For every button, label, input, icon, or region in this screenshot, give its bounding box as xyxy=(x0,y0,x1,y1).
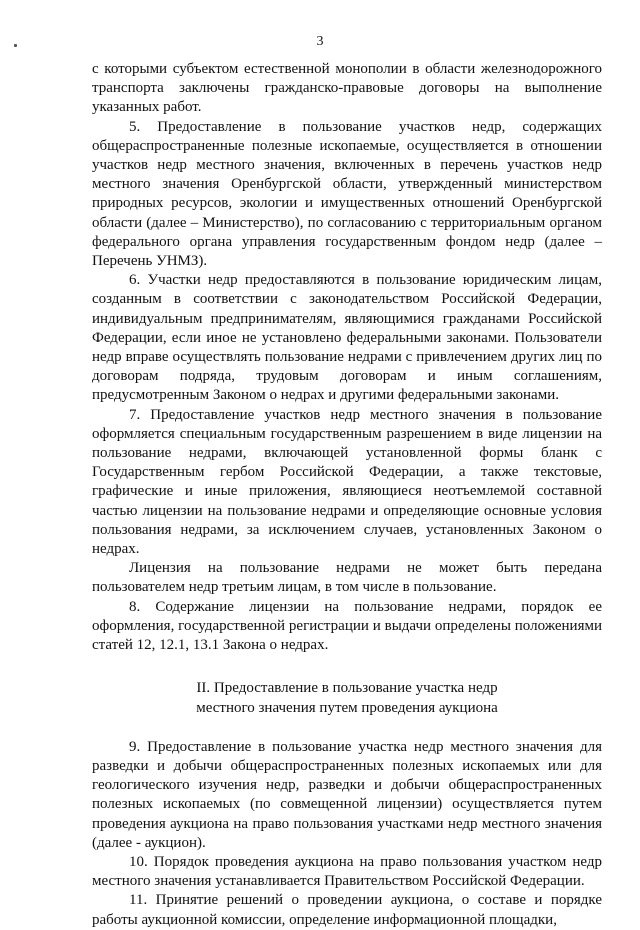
section-heading-line-1: II. Предоставление в пользование участка недр xyxy=(196,680,498,697)
page-number: 3 xyxy=(316,34,324,49)
paragraph-10: 10. Порядок проведения аукциона на право пользования участком недр местного значения устанавливается Правительством Российской Федерации. xyxy=(92,853,602,890)
section-heading-line-2: местного значения путем проведения аукциона xyxy=(196,699,498,716)
paragraph-11: 11. Принятие решений о проведении аукциона, о составе и порядке работы аукционной комиссии, определение информационной площадки, xyxy=(92,892,602,928)
paragraph-continuation: с которыми субъектом естественной монополии в области железнодорожного транспорта заключены гражданско-правовые договоры на выполнение указанных работ. xyxy=(92,61,602,116)
section-heading xyxy=(92,679,602,717)
paragraph-9: 9. Предоставление в пользование участка недр местного значения для разведки и добычи общераспространенных полезных ископаемых или для геологического изучения недр, разведки и добычи общераспространенных полезных ископаемых (по совмещенной лицензии) осуществляется путем проведения аукциона на право пользования участками недр местного значения (далее - аукцион). xyxy=(92,738,602,851)
paragraph-7: 7. Предоставление участков недр местного значения в пользование оформляется специальным государственным разрешением в виде лицензии на пользование недрами, включающей установленной формы бланк с Государственным гербом Российской Федерации, а также текстовые, графические и иные приложения, являющиеся неотъемлемой составной частью лицензии на пользование недрами и определяющие основные условия пользования недрами, за исключением случаев, установленных Законом о недрах. xyxy=(92,406,602,558)
document-body xyxy=(92,60,602,930)
paragraph-6: 6. Участки недр предоставляются в пользование юридическим лицам, созданным в соответствии с законодательством Российской Федерации, индивидуальным предпринимателям, являющимися гражданами Российской Федерации, если иное не установлено федеральными законами. Пользователи недр вправе осуществлять пользование недрами с привлечением других лиц по договорам подряда, трудовым договорам и иным соглашениям, предусмотренным Законом о недрах и другими федеральными законами. xyxy=(92,272,602,404)
paragraph-license-transfer: Лицензия на пользование недрами не может быть передана пользователем недр третьим лицам, в том числе в пользование. xyxy=(92,560,602,596)
scan-speck xyxy=(14,44,17,47)
paragraph-5: 5. Предоставление в пользование участков недр, содержащих общераспространенные полезные ископаемые, осуществляется в отношении участков недр местного значения, включенных в перечень участков недр местного значения Оренбургской области, утвержденный министерством природных ресурсов, экологии и имущественных отношений Оренбургской области (далее – Министерство), по согласованию с территориальным органом федерального органа управления государственным фондом недр (далее – Перечень УНМЗ). xyxy=(92,118,602,270)
paragraph-8: 8. Содержание лицензии на пользование недрами, порядок ее оформления, государственной регистрации и выдачи определены положениями статей 12, 12.1, 13.1 Закона о недрах. xyxy=(92,598,602,654)
